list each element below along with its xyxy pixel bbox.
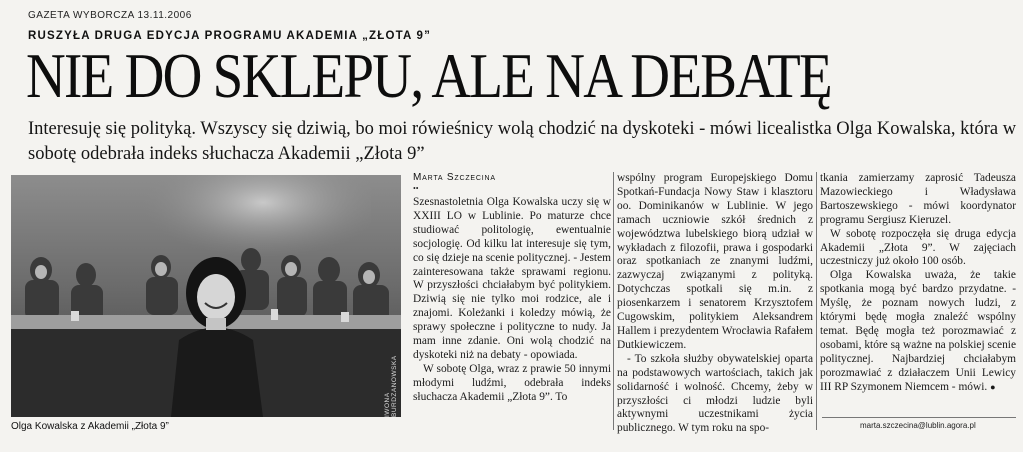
article-column-3 <box>820 172 1016 395</box>
newspaper-source: GAZETA WYBORCZA 13.11.2006 <box>28 10 192 21</box>
photo-caption: Olga Kowalska z Akademii „Złota 9” <box>11 421 169 432</box>
paragraph: tkania zamierzamy zaprosić Tadeusza Mazowieckiego i Władysława Bartoszewskiego - mówi koordynator programu Sergiusz Kieruzel. <box>820 172 1016 226</box>
article-column-1 <box>413 196 611 405</box>
paragraph: Szesnastoletnia Olga Kowalska uczy się w XXIII LO w Lublinie. Po maturze chce studiować politologię, ewentualnie socjologię. Od kilku lat interesuje się tym, co się dzieje na scenie politycznej. - Jestem zainteresowana także sprawami regionu. W przyszłości chciałabym być politykiem. Dziwią się nie tylko moi rodzice, ale i znajomi. Koleżanki i koledzy mówią, że sprawy społeczne i polityczne to nudy. Ja mam inne zdanie. Oni wolą chodzić na dyskoteki niż na debaty - opowiada. <box>413 196 611 361</box>
paragraph <box>820 269 1016 394</box>
column-divider <box>816 172 817 430</box>
article-photo <box>11 175 401 417</box>
paragraph: W sobotę Olga, wraz z prawie 50 innymi młodymi ludźmi, odebrała indeks słuchacza Akademii „Złota 9”. To <box>413 362 611 403</box>
headline: NIE DO SKLEPU, ALE NA DEBATĘ <box>26 40 831 111</box>
kicker: RUSZYŁA DRUGA EDYCJA PROGRAMU AKADEMIA „ZŁOTA 9” <box>28 30 432 42</box>
paragraph: - To szkoła służby obywatelskiej oparta na podstawowych wartościach, takich jak solidarność i wolność. Chcemy, żeby w przyszłości ci młodzi ludzie byli aktywnymi uczestnikami życia publicznego. W tym roku na spo- <box>617 352 813 435</box>
lead-paragraph: Interesuję się polityką. Wszyscy się dziwią, bo moi rówieśnicy wolą chodzić na dyskoteki - mówi licealistka Olga Kowalska, która w sobotę odebrała indeks słuchacza Akademii „Złota 9” <box>28 119 1017 164</box>
photo-illustration <box>11 175 401 417</box>
paragraph: wspólny program Europejskiego Domu Spotkań-Fundacja Nowy Staw i klasztoru oo. Dominikanów w Lublinie. W jego ramach uczniowie szkół średnich z województwa lubelskiego biorą udział w wykładach z filozofii, prawa i gospodarki oraz spotkaniach ze znanymi ludźmi, zazwyczaj związanymi z polityką. Dotychczas spotkali się m.in. z piosenkarzem i senatorem Krzysztofem Cugowskim, politykiem Aleksandrem Hallem i prezydentem Wrocławia Rafałem Dutkiewiczem. <box>617 172 813 351</box>
article-column-2 <box>617 172 813 436</box>
byline: Marta Szczecina <box>413 172 496 183</box>
footer-rule <box>822 417 1016 418</box>
author-email: marta.szczecina@lublin.agora.pl <box>860 421 976 430</box>
end-mark-icon: ● <box>990 381 996 392</box>
column-divider <box>613 172 614 430</box>
paragraph: W sobotę rozpoczęła się druga edycja Akademii „Złota 9”. W zajęciach uczestniczy już około 100 osób. <box>820 227 1016 268</box>
byline-mark: •• <box>413 184 419 193</box>
photo-credit: IWONA BURDZANOWSKA <box>384 355 398 417</box>
paragraph-text: Olga Kowalska uważa, że takie spotkania mogą być bardzo przydatne. - Myślę, że poznam nowych ludzi, z którymi będę mogła znaleźć wspólny temat. Będę mogła też porozmawiać z osobami, które są ważne na polskiej scenie politycznej. Najbardziej chciałabym porozmawiać z działaczem Unii Lewicy III RP Szymonem Niemcem - mówi. <box>820 269 1016 393</box>
